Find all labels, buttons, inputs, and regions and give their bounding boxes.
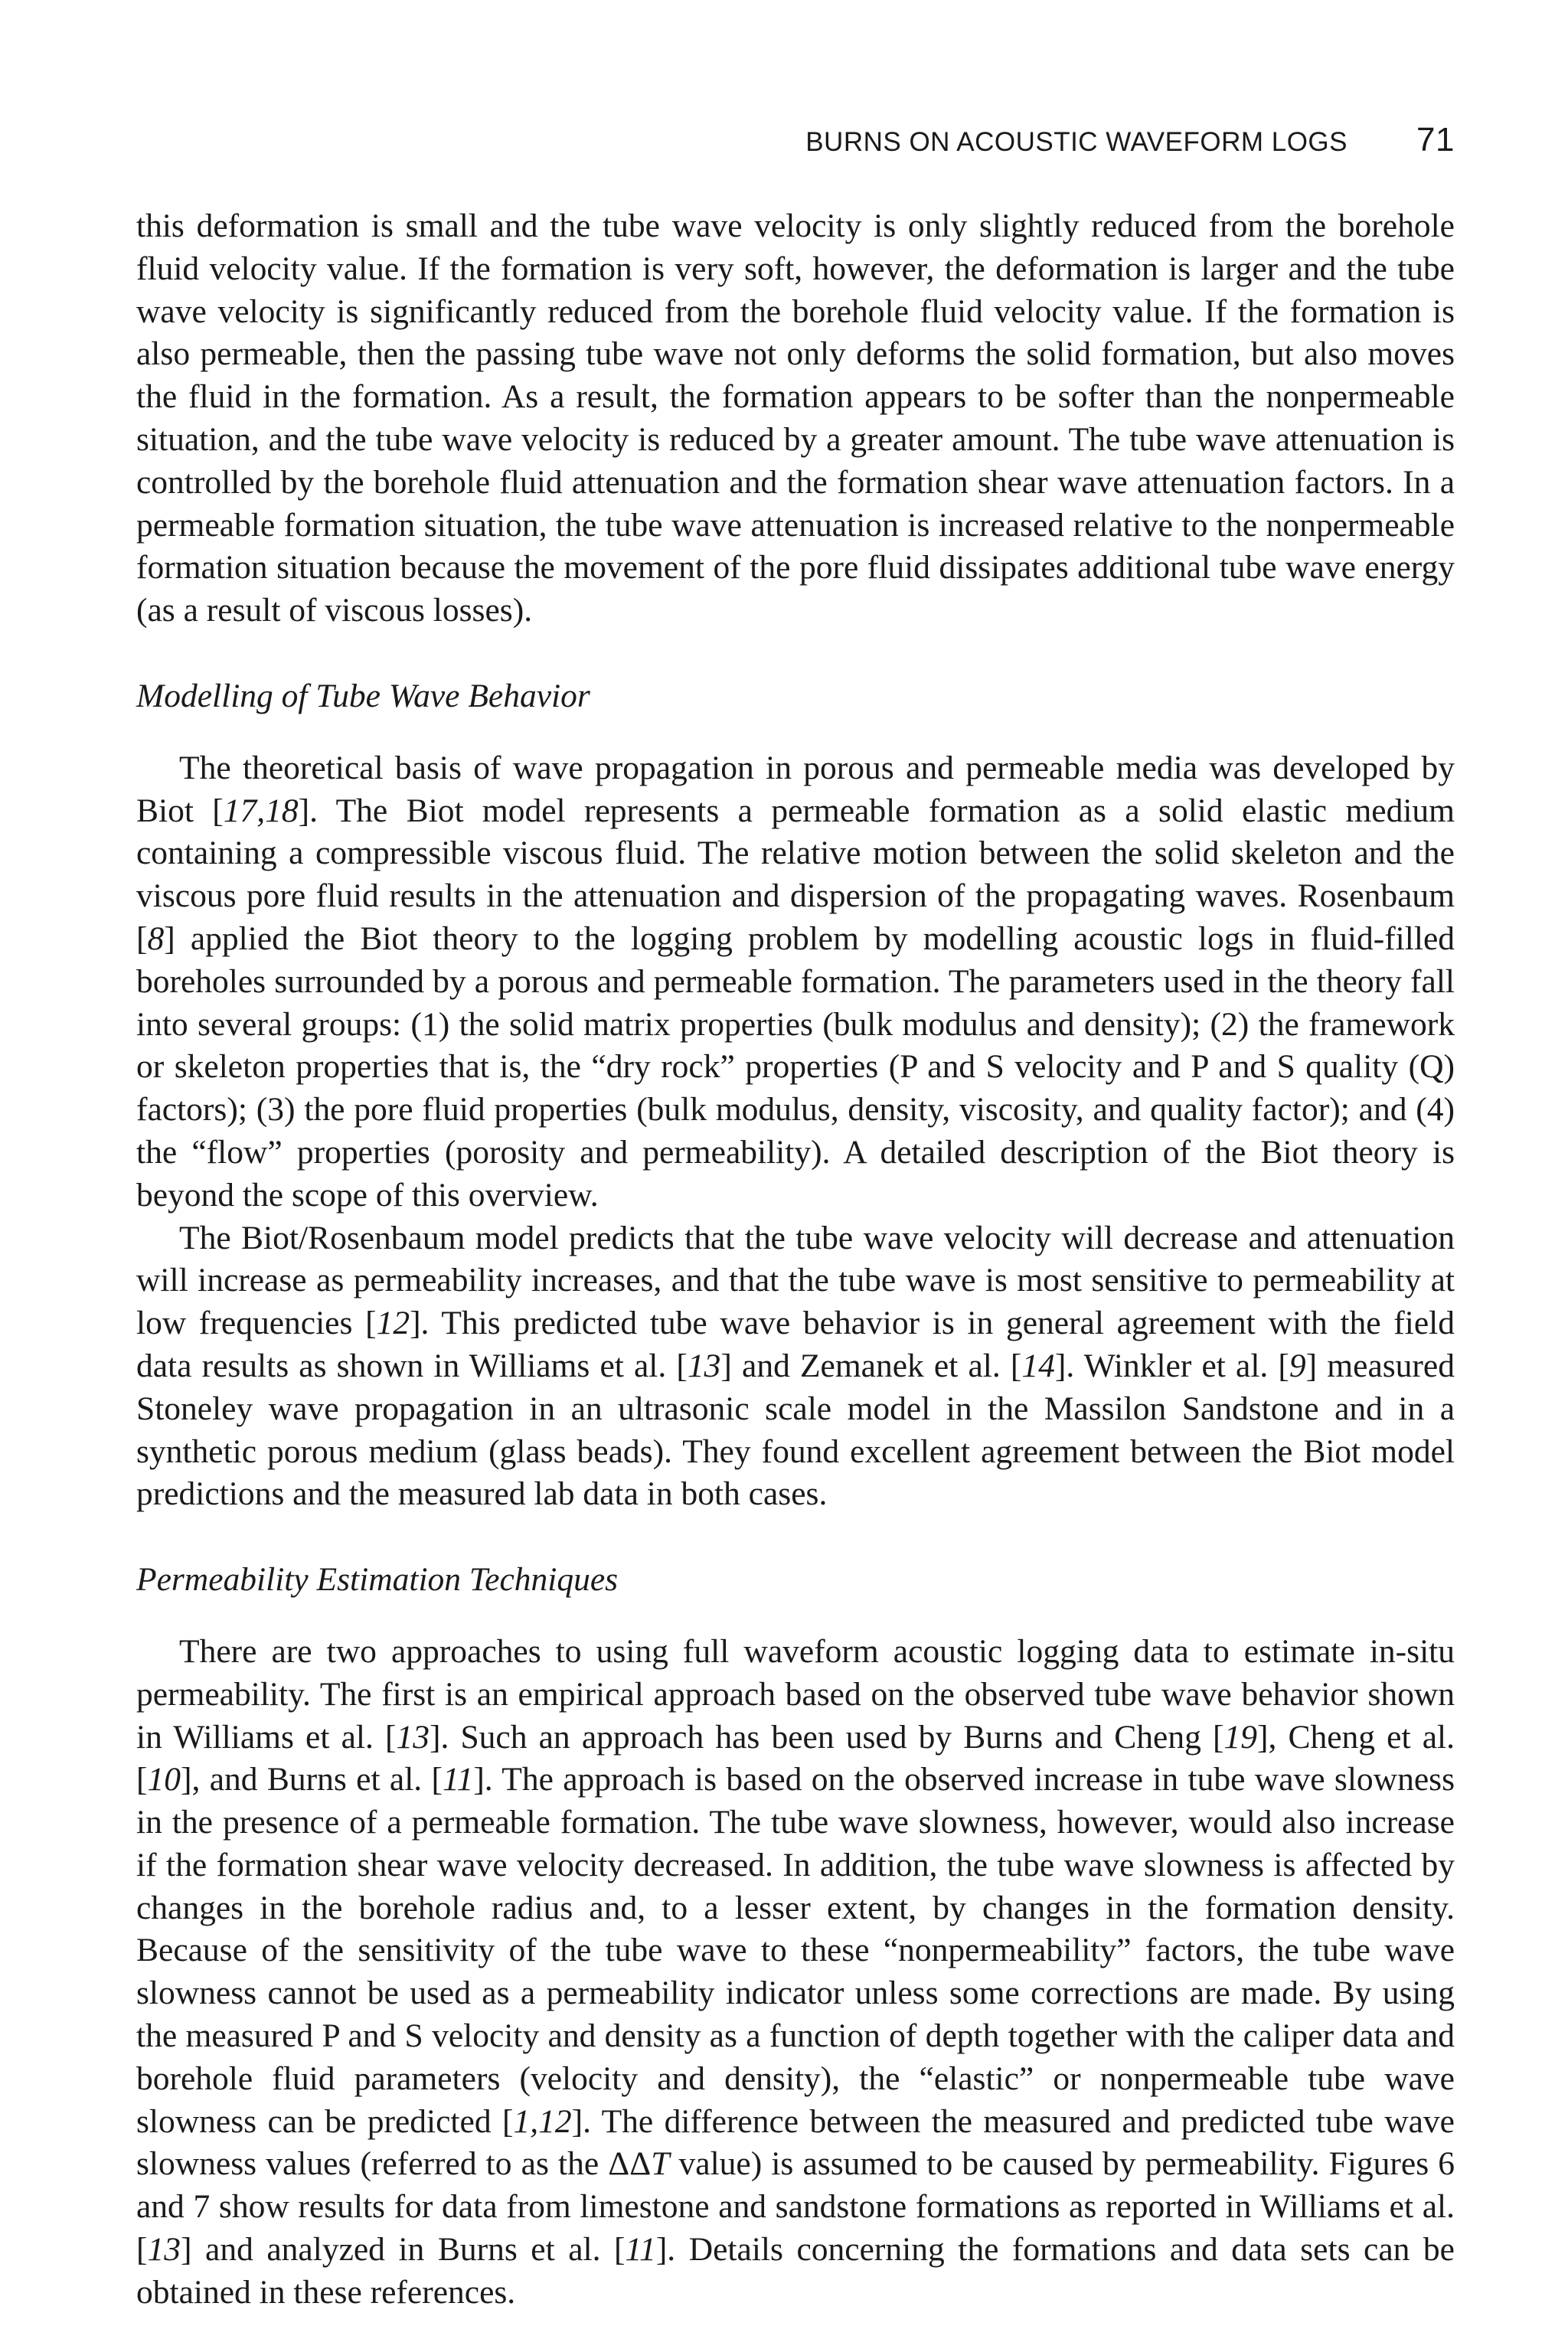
text-run: ]. The Biot model represents a permeable formation as a solid elastic medium containing a compressible viscous fluid. The relative motion between the solid skeleton and the viscous pore fluid results in the attenuation and dispersion of the propagating waves. Rosenbaum [ <box>136 792 1455 957</box>
paragraph <box>136 1631 1455 2314</box>
running-title: BURNS ON ACOUSTIC WAVEFORM LOGS <box>805 127 1348 157</box>
text-run: There are two approaches to using full waveform acoustic logging data to estimate in-situ permeability. The first is an empirical approach based on the observed tube wave behavior shown in Williams et al. [ <box>136 1632 1455 1756</box>
citation-ref: 12 <box>376 1305 410 1342</box>
text-run: ]. Such an approach has been used by Burns and Cheng [ <box>429 1718 1224 1756</box>
citation-ref: 9 <box>1289 1347 1306 1384</box>
text-run: ] and analyzed in Burns et al. [ <box>181 2231 626 2269</box>
text-run: ]. This predicted tube wave behavior is in general agreement with the field data results as shown in Williams et al. [ <box>136 1305 1455 1384</box>
text-run: ], Cheng et al. [ <box>136 1718 1455 1798</box>
paragraph <box>136 205 1455 632</box>
citation-ref: 13 <box>687 1347 721 1384</box>
text-run: ]. Details concerning the formations and data sets can be obtained in these references. <box>136 2231 1455 2311</box>
section-heading: Permeability Estimation Techniques <box>136 1561 619 1599</box>
text-run: ]. The difference between the measured and predicted tube wave slowness values (referred to as the ΔΔ <box>136 2102 1455 2183</box>
citation-ref: 17,18 <box>223 792 299 829</box>
citation-ref: 11 <box>443 1761 474 1798</box>
citation-ref: 10 <box>147 1761 181 1798</box>
text-run: ] measured Stoneley wave propagation in an ultrasonic scale model in the Massilon Sandstone and in a synthetic porous medium (glass beads). They found excellent agreement between the Biot model predictions and the measured lab data in both cases. <box>136 1347 1455 1513</box>
text-run: ], and Burns et al. [ <box>181 1761 443 1798</box>
citation-ref: T <box>651 2145 670 2183</box>
text-run: The Biot/Rosenbaum model predicts that the tube wave velocity will decrease and attenuation will increase as permeability increases, and that the tube wave is most sensitive to permeability at low frequencies [ <box>136 1219 1455 1342</box>
text-run: ] applied the Biot theory to the logging problem by modelling acoustic logs in fluid-filled boreholes surrounded by a porous and permeable formation. The parameters used in the theory fall into several groups: (1) the solid matrix properties (bulk modulus and density); (2) the framework or skeleton properties that is, the “dry rock” properties (P and S velocity and P and S quality (Q) factors); (3) the pore fluid properties (bulk modulus, density, viscosity, and quality factor); and (4) the “flow” properties (porosity and permeability). A detailed description of the Biot theory is beyond the scope of this overview. <box>136 920 1455 1214</box>
citation-ref: 14 <box>1021 1347 1055 1384</box>
paragraph <box>136 747 1455 1217</box>
text-run: ] and Zemanek et al. [ <box>720 1347 1022 1384</box>
citation-ref: 19 <box>1223 1718 1257 1756</box>
citation-ref: 13 <box>396 1718 430 1756</box>
section-heading: Modelling of Tube Wave Behavior <box>136 677 590 714</box>
text-run: The theoretical basis of wave propagation in porous and permeable media was developed by Biot [ <box>136 749 1455 829</box>
text-run: this deformation is small and the tube wave velocity is only slightly reduced from the borehole fluid velocity value. If the formation is very soft, however, the deformation is larger and the tube wave velocity is significantly reduced from the borehole fluid velocity value. If the formation is also permeable, then the passing tube wave not only deforms the solid formation, but also moves the fluid in the formation. As a result, the formation appears to be softer than the nonpermeable situation, and the tube wave velocity is reduced by a greater amount. The tube wave attenuation is controlled by the borehole fluid attenuation and the formation shear wave attenuation factors. In a permeable formation situation, the tube wave attenuation is increased relative to the nonpermeable formation situation because the movement of the pore fluid dissipates additional tube wave energy (as a result of viscous losses). <box>136 207 1455 629</box>
citation-ref: 13 <box>147 2231 181 2269</box>
paragraph <box>136 1217 1455 1517</box>
running-head <box>136 122 1455 168</box>
text-run: ]. The approach is based on the observed increase in tube wave slowness in the presence of a permeable formation. The tube wave slowness, however, would also increase if the formation shear wave velocity decreased. In addition, the tube wave slowness is affected by changes in the borehole radius and, to a lesser extent, by changes in the formation density. Because of the sensitivity of the tube wave to these “nonpermeability” factors, the tube wave slowness cannot be used as a permeability indicator unless some corrections are made. By using the measured P and S velocity and density as a function of depth together with the caliper data and borehole fluid parameters (velocity and density), the “elastic” or nonpermeable tube wave slowness can be predicted [ <box>136 1761 1455 2140</box>
citation-ref: 8 <box>147 920 165 957</box>
page-number: 71 <box>1416 121 1455 158</box>
text-run: ]. Winkler et al. [ <box>1054 1347 1289 1384</box>
citation-ref: 1,12 <box>513 2102 572 2140</box>
body-text <box>136 205 1455 2314</box>
text-run: value) is assumed to be caused by permeability. Figures 6 and 7 show results for data from limestone and sandstone formations as reported in Williams et al. [ <box>136 2145 1455 2269</box>
citation-ref: 11 <box>625 2231 656 2269</box>
